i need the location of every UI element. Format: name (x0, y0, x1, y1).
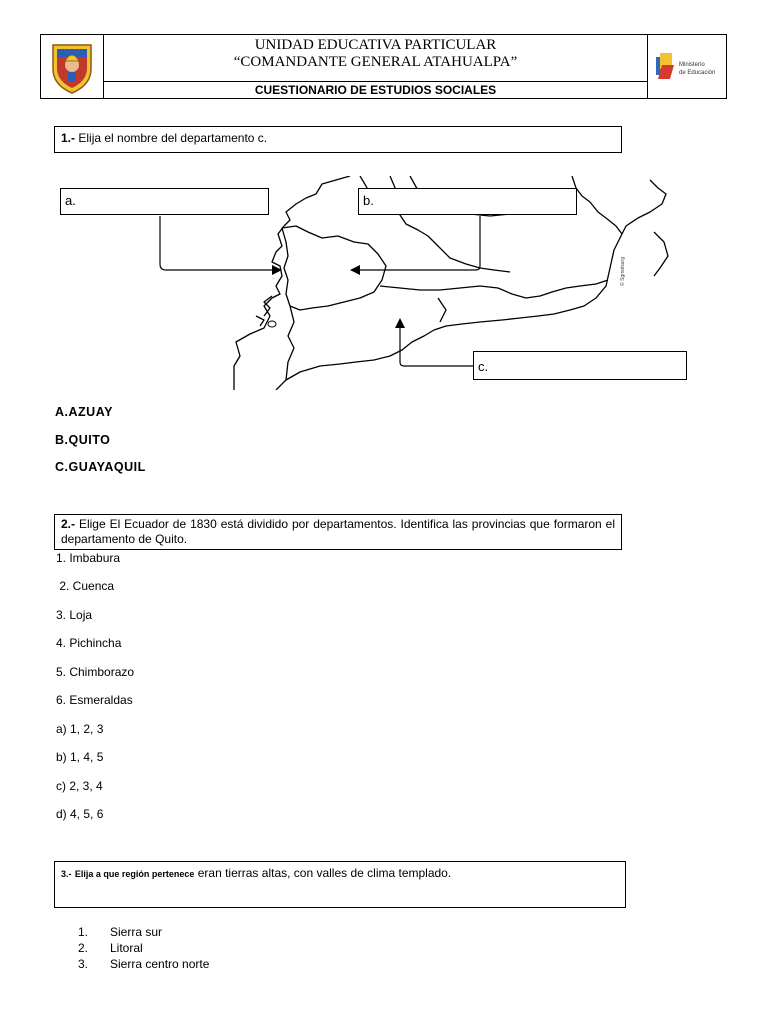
q2-answer-c[interactable]: c) 2, 3, 4 (56, 779, 103, 793)
map-label-b: b. (358, 188, 577, 215)
q2-item-3: 3. Loja (56, 608, 93, 622)
q1-option-b[interactable]: B.QUITO (55, 433, 111, 447)
q3-item-1[interactable] (78, 925, 162, 939)
question-1-box (54, 126, 622, 153)
q2-answer-d[interactable]: d) 4, 5, 6 (56, 807, 104, 821)
question-3-box (54, 861, 626, 908)
q3-item-2[interactable] (78, 941, 143, 955)
question-3-number: 3.- (61, 869, 72, 879)
q2-item-6: 6. Esmeraldas (56, 693, 133, 707)
q3-item-3[interactable] (78, 957, 209, 971)
question-2-number: 2.- (61, 517, 76, 531)
q3-item-1-number: 1. (78, 925, 89, 939)
q2-item-4: 4. Pichincha (56, 636, 122, 650)
map-label-c: c. (473, 351, 687, 380)
question-2-text (61, 517, 615, 547)
question-3-text (61, 866, 451, 880)
school-name-line2: “COMANDANTE GENERAL ATAHUALPA” (233, 54, 518, 70)
question-1-text (61, 131, 267, 145)
q3-item-2-label: Litoral (110, 941, 143, 955)
header-table (40, 34, 727, 99)
map-credit: © Sgmolsarg (620, 257, 626, 286)
school-name (103, 37, 648, 71)
school-crest-icon (41, 35, 103, 98)
ministry-line1: Ministerio (679, 62, 705, 68)
ministry-logo-cell (647, 35, 726, 98)
question-1-number: 1.- (61, 131, 76, 145)
question-3-prompt-rest: eran tierras altas, con valles de clima templado. (194, 866, 452, 880)
q1-option-c[interactable]: C.GUAYAQUIL (55, 460, 146, 474)
question-2-prompt: Elige El Ecuador de 1830 está dividido por departamentos. Identifica las provincias que formaron el departamento de Quito. (61, 517, 615, 546)
q1-option-a[interactable]: A.AZUAY (55, 405, 113, 419)
question-3-prompt-small: Elija a que región pertenece (74, 869, 195, 879)
q2-answer-b[interactable]: b) 1, 4, 5 (56, 750, 104, 764)
map-label-a: a. (60, 188, 269, 215)
ministry-line2: de Educación (679, 70, 716, 76)
school-name-line1: UNIDAD EDUCATIVA PARTICULAR (254, 37, 497, 53)
subject-title: CUESTIONARIO DE ESTUDIOS SOCIALES (254, 83, 497, 97)
q2-item-2: 2. Cuenca (56, 579, 115, 593)
q3-item-2-number: 2. (78, 941, 89, 955)
q2-item-5: 5. Chimborazo (56, 665, 135, 679)
q3-item-3-label: Sierra centro norte (110, 957, 210, 971)
q3-item-3-number: 3. (78, 957, 89, 971)
question-1-prompt: Elija el nombre del departamento c. (78, 131, 268, 145)
school-crest-cell (41, 35, 104, 98)
question-2-box (54, 514, 622, 550)
q3-item-1-label: Sierra sur (110, 925, 163, 939)
ministry-logo-icon (648, 35, 726, 98)
q2-item-1: 1. Imbabura (56, 551, 121, 565)
q2-answer-a[interactable]: a) 1, 2, 3 (56, 722, 104, 736)
